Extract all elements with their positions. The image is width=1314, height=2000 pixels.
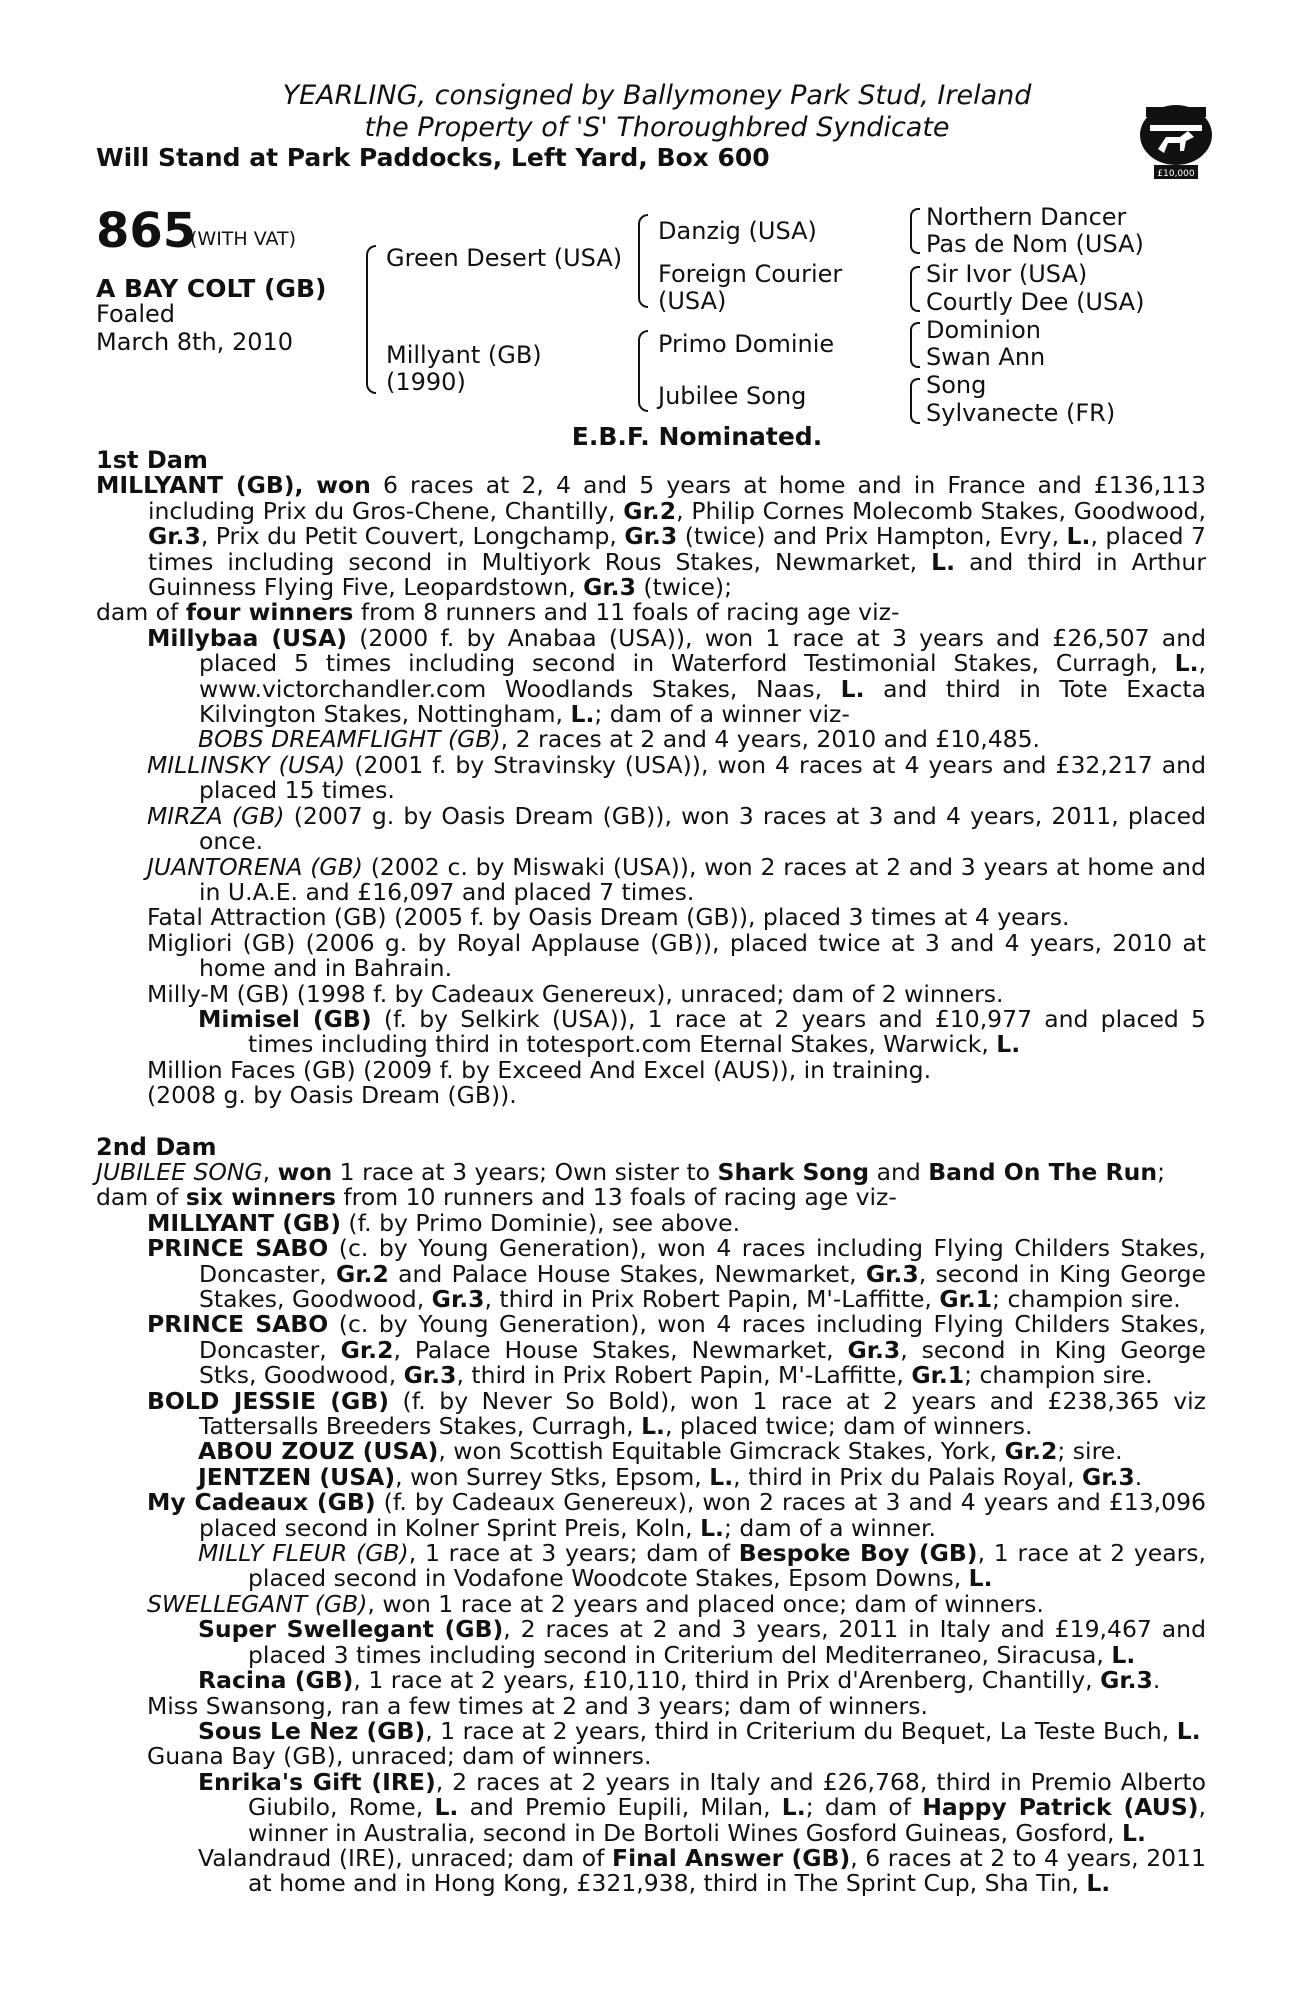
first-dam-heading: 1st Dam (96, 446, 208, 474)
sire-sire: Danzig (USA) (658, 217, 817, 245)
produce-record (96, 448, 1206, 1897)
second-dam-produce-summary: dam of six winners from 10 runners and 13 foals of racing age viz- (96, 1183, 897, 1212)
produce-entry: Miss Swansong, ran a few times at 2 and 3 years; dam of winners. (147, 1691, 928, 1720)
produce-entry: SWELLEGANT (GB), won 1 race at 2 years and placed once; dam of winners. (147, 1589, 1044, 1618)
dam-record: MILLYANT (GB), won 6 races at 2, 4 and 5 years at home and in France and £136,113 including Prix du Gros-Chene, Chantilly, Gr.2, Philip Cornes Molecomb Stakes, Goodwood, Gr.3, Prix du Petit Couvert, Longchamp, Gr.3 (twice) and Prix Hampton, Evry, L., placed 7 times including second in Multiyork Rous Stakes, Newmarket, L. and third in Arthur Guinness Flying Five, Leopardstown, Gr.3 (twice); (96, 471, 1206, 602)
produce-entry: PRINCE SABO (c. by Young Generation), won 4 races including Flying Childers Stakes, Doncaster, Gr.2, Palace House Stakes, Newmarket, Gr.3, second in King George Stks, Goodwood, Gr.3, third in Prix Robert Papin, M'-Laffitte, Gr.1; champion sire. (147, 1310, 1206, 1390)
sd-sire: Sir Ivor (USA) (926, 260, 1088, 288)
dd-sire: Song (926, 371, 987, 399)
produce-entry: Million Faces (GB) (2009 f. by Exceed And Excel (AUS)), in training. (147, 1055, 932, 1084)
produce-entry: MILLY FLEUR (GB), 1 race at 3 years; dam of Bespoke Boy (GB), 1 race at 2 years, placed second in Vodafone Woodcote Stakes, Epsom Downs, L. (198, 1539, 1207, 1593)
dd-dam: Sylvanecte (FR) (926, 399, 1116, 427)
pedigree-bracket (366, 245, 376, 394)
produce-entry: Milly-M (GB) (1998 f. by Cadeaux Genereux), unraced; dam of 2 winners. (147, 979, 1004, 1008)
produce-entry: Racina (GB), 1 race at 2 years, £10,110, third in Prix d'Arenberg, Chantilly, Gr.3. (198, 1666, 1161, 1695)
consignor-line: YEARLING, consigned by Ballymoney Park Stud, Ireland (282, 80, 1032, 111)
foaled-date: March 8th, 2010 (96, 328, 294, 356)
produce-entry: Millybaa (USA) (2000 f. by Anabaa (USA)), won 1 race at 3 years and £26,507 and placed 5 times including second in Waterford Testimonial Stakes, Curragh, L., www.victorchandler.com Woodlands Stakes, Naas, L. and third in Tote Exacta Kilvington Stakes, Nottingham, L.; dam of a winner viz- (147, 623, 1207, 729)
produce-entry: Guana Bay (GB), unraced; dam of winners. (147, 1742, 652, 1771)
produce-entry: JUANTORENA (GB) (2002 c. by Miswaki (USA)), won 2 races at 2 and 3 years at home and in U.A.E. and £16,097 and placed 7 times. (147, 852, 1206, 906)
produce-entry: PRINCE SABO (c. by Young Generation), won 4 races including Flying Childers Stakes, Doncaster, Gr.2 and Palace House Stakes, Newmarket, Gr.3, second in King George Stakes, Goodwood, Gr.3, third in Prix Robert Papin, M'-Laffitte, Gr.1; champion sire. (147, 1234, 1206, 1313)
sire-dam: Foreign Courier (658, 260, 843, 288)
vat-note: (WITH VAT) (190, 228, 297, 250)
sire: Green Desert (USA) (386, 244, 623, 272)
pedigree-bracket (638, 330, 648, 412)
dam-produce-summary: dam of four winners from 8 runners and 11 foals of racing age viz- (96, 598, 900, 627)
dam-name: Millyant (GB) (386, 341, 542, 369)
lot-description: A BAY COLT (GB) (96, 274, 327, 303)
produce-entry: JENTZEN (USA), won Surrey Stks, Epsom, L., third in Prix du Palais Royal, Gr.3. (198, 1462, 1143, 1491)
ds-sire: Dominion (926, 316, 1041, 344)
produce-entry: (2008 g. by Oasis Dream (GB)). (147, 1081, 517, 1110)
produce-entry: Super Swellegant (GB), 2 races at 2 and 3 years, 2011 in Italy and £19,467 and placed 3 times including second in Criterium del Mediterraneo, Siracusa, L. (198, 1615, 1206, 1669)
produce-entry: MILLINSKY (USA) (2001 f. by Stravinsky (USA)), won 4 races at 4 years and £32,217 and placed 15 times. (147, 750, 1206, 805)
lot-number: 865 (96, 203, 197, 259)
dam-year: (1990) (386, 368, 466, 396)
produce-entry: Sous Le Nez (GB), 1 race at 2 years, third in Criterium du Bequet, La Teste Buch, L. (198, 1716, 1201, 1745)
pedigree-bracket (638, 214, 648, 308)
produce-entry: MILLYANT (GB) (f. by Primo Dominie), see above. (147, 1208, 741, 1237)
property-line: the Property of 'S' Thoroughbred Syndicate (364, 112, 950, 143)
produce-entry: Enrika's Gift (IRE), 2 races at 2 years in Italy and £26,768, third in Premio Alberto Giubilo, Rome, L. and Premio Eupili, Milan, L.; dam of Happy Patrick (AUS), winner in Australia, second in De Bortoli Wines Gosford Guineas, Gosford, L. (198, 1767, 1206, 1847)
stand-location: Will Stand at Park Paddocks, Left Yard, Box 600 (96, 143, 770, 172)
ds-dam: Swan Ann (926, 343, 1046, 371)
produce-entry: ABOU ZOUZ (USA), won Scottish Equitable Gimcrack Stakes, York, Gr.2; sire. (198, 1437, 1123, 1466)
sd-dam: Courtly Dee (USA) (926, 288, 1145, 316)
produce-entry: BOBS DREAMFLIGHT (GB), 2 races at 2 and 4 years, 2010 and £10,485. (198, 725, 1041, 754)
sire-dam-country: (USA) (658, 287, 727, 315)
produce-entry: BOLD JESSIE (GB) (f. by Never So Bold), won 1 race at 2 years and £238,365 viz Tattersalls Breeders Stakes, Curragh, L., placed twice; dam of winners. (147, 1386, 1206, 1441)
yearling-bonus-badge-icon (1136, 97, 1216, 187)
second-dam-record: JUBILEE SONG, won 1 race at 3 years; Own sister to Shark Song and Band On The Run; (96, 1157, 1165, 1186)
produce-entry: Fatal Attraction (GB) (2005 f. by Oasis Dream (GB)), placed 3 times at 4 years. (147, 903, 1070, 932)
ss-sire: Northern Dancer (926, 203, 1127, 231)
ebf-nomination: E.B.F. Nominated. (571, 422, 823, 451)
produce-entry: My Cadeaux (GB) (f. by Cadeaux Genereux), won 2 races at 3 and 4 years and £13,096 placed second in Kolner Sprint Preis, Koln, L.; dam of a winner. (147, 1488, 1206, 1542)
pedigree-bracket (910, 322, 920, 368)
second-dam-heading: 2nd Dam (96, 1132, 217, 1161)
pedigree-bracket (910, 208, 920, 254)
dam-sire: Primo Dominie (658, 330, 835, 358)
produce-entry: Valandraud (IRE), unraced; dam of Final Answer (GB), 6 races at 2 to 4 years, 2011 at home and in Hong Kong, £321,938, third in The Sprint Cup, Sha Tin, L. (198, 1843, 1207, 1898)
produce-entry: Migliori (GB) (2006 g. by Royal Applause (GB)), placed twice at 3 and 4 years, 2010 at home and in Bahrain. (147, 928, 1206, 983)
dam-dam: Jubilee Song (658, 382, 807, 410)
svg-text:£10,000: £10,000 (1157, 169, 1195, 179)
pedigree-bracket (910, 378, 920, 424)
produce-entry: Mimisel (GB) (f. by Selkirk (USA)), 1 race at 2 years and £10,977 and placed 5 times including third in totesport.com Eternal Stakes, Warwick, L. (198, 1004, 1206, 1059)
foaled-info (96, 300, 293, 356)
ss-dam: Pas de Nom (USA) (926, 230, 1144, 258)
produce-entry: MIRZA (GB) (2007 g. by Oasis Dream (GB)), won 3 races at 3 and 4 years, 2011, placed once. (147, 801, 1206, 856)
pedigree-bracket (910, 266, 920, 312)
foaled-label: Foaled (96, 300, 176, 328)
